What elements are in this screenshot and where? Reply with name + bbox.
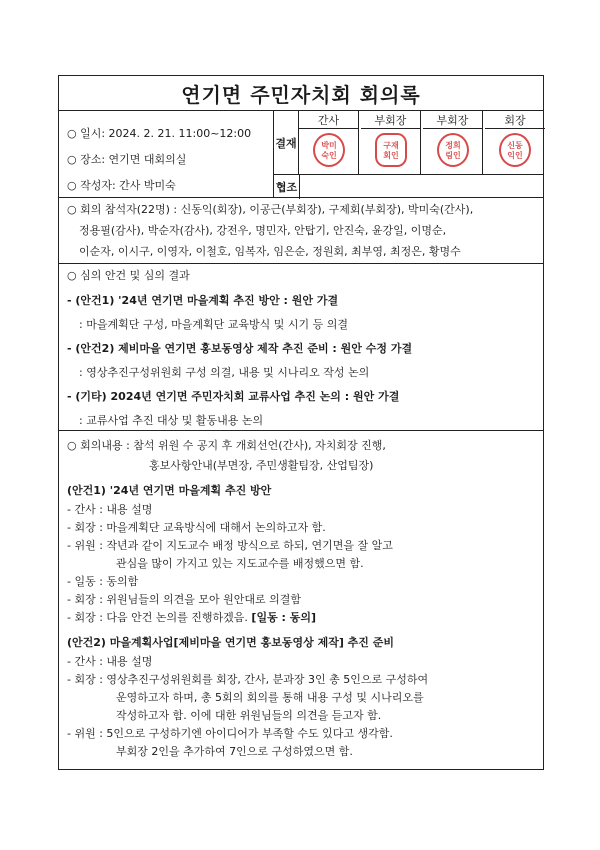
content-line: - 간사 : 내용 설명 bbox=[67, 503, 153, 516]
agenda-section bbox=[59, 264, 543, 431]
content-line: - 회장 : 마을계획단 교육방식에 대해서 논의하고자 함. bbox=[67, 521, 326, 534]
approval-col-vice-1 bbox=[361, 111, 421, 174]
agenda-item-title: - (안건1) '24년 연기면 마을계획 추진 방안 : 원안 가결 bbox=[67, 294, 339, 307]
meeting-content-section bbox=[59, 431, 543, 771]
approval-col-secretary bbox=[299, 111, 359, 174]
approval-role: 회장 bbox=[485, 111, 545, 129]
content-line: - 위원 : 작년과 같이 지도교수 배정 방식으로 하되, 연기면을 잘 알고 bbox=[67, 539, 393, 552]
agenda-item-title: - (안건2) 제비마을 연기면 홍보동영상 제작 추진 준비 : 원안 수정 가결 bbox=[67, 342, 413, 355]
approval-col-vice-2 bbox=[423, 111, 483, 174]
seal-stamp-icon: 박미 숙인 bbox=[313, 133, 345, 167]
agenda-item-title: - (기타) 2024년 연기면 주민자치회 교류사업 추진 논의 : 원안 가결 bbox=[67, 390, 400, 403]
attendees-section bbox=[59, 198, 543, 264]
agenda-item-detail: : 마을계획단 구성, 마을계획단 교육방식 및 시기 등 의결 bbox=[79, 318, 348, 331]
content-line: 작성하고자 함. 이에 대한 위원님들의 의견을 듣고자 함. bbox=[116, 709, 382, 722]
document-title: 연기면 주민자치회 회의록 bbox=[59, 76, 543, 111]
content-line: - 일동 : 동의함 bbox=[67, 575, 139, 588]
meeting-date: ○ 일시: 2024. 2. 21. 11:00~12:00 bbox=[67, 127, 252, 140]
approval-col-chair bbox=[485, 111, 545, 174]
content-line: 관심을 많이 가지고 있는 지도교수를 배정했으면 함. bbox=[116, 557, 364, 570]
seal-stamp-icon: 정희 림인 bbox=[437, 133, 469, 167]
seal-stamp-icon: 구재 회인 bbox=[375, 133, 407, 167]
consent-note: [일동 : 동의] bbox=[251, 611, 317, 624]
section-title: (안건2) 마을계획사업[제비마을 연기면 홍보동영상 제작] 추진 준비 bbox=[67, 636, 395, 649]
approval-role: 부회장 bbox=[361, 111, 420, 129]
attendees-line: 정용필(감사), 박순자(감사), 강전우, 명민자, 안탑기, 안진숙, 윤강일, 이명순, bbox=[79, 224, 447, 237]
meeting-info bbox=[59, 111, 274, 197]
content-line: - 위원 : 5인으로 구성하기엔 아이디어가 부족할 수도 있다고 생각함. bbox=[67, 727, 393, 740]
agenda-header: ○ 심의 안건 및 심의 결과 bbox=[67, 269, 190, 282]
content-line: - 회장 : 영상추진구성위원회를 회장, 간사, 분과장 3인 총 5인으로 구성하여 bbox=[67, 673, 429, 686]
content-line: - 회장 : 위원님들의 의견을 모아 원안대로 의결함 bbox=[67, 593, 302, 606]
content-line: - 간사 : 내용 설명 bbox=[67, 655, 153, 668]
meeting-place: ○ 장소: 연기면 대회의실 bbox=[67, 153, 187, 166]
content-line: 운영하고자 하며, 총 5회의 회의를 통해 내용 구성 및 시나리오를 bbox=[116, 691, 424, 704]
minutes-document bbox=[58, 75, 544, 770]
content-intro: ○ 회의내용 : 참석 위원 수 공지 후 개회선언(간사), 자치회장 진행, bbox=[67, 439, 386, 452]
cooperation-label: 협조 bbox=[274, 175, 300, 199]
content-intro: 홍보사항안내(부면장, 주민생활팀장, 산업팀장) bbox=[149, 459, 374, 472]
agenda-item-detail: : 영상추진구성위원회 구성 의결, 내용 및 시나리오 작성 논의 bbox=[79, 366, 370, 379]
cooperation-row bbox=[274, 174, 543, 199]
meeting-writer: ○ 작성자: 간사 박미숙 bbox=[67, 179, 176, 192]
content-line: - 회장 : 다음 안건 논의를 진행하겠음. [일동 : 동의] bbox=[67, 611, 317, 624]
meeting-info-section bbox=[59, 111, 543, 198]
attendees-line: 이순자, 이시구, 이영자, 이철호, 임복자, 임은순, 정원회, 최부영, 최정은, 황명수 bbox=[79, 245, 461, 258]
content-line: 부회장 2인을 추가하여 7인으로 구성하였으면 함. bbox=[116, 745, 353, 758]
approval-role: 부회장 bbox=[423, 111, 482, 129]
approval-label: 결재 bbox=[274, 111, 299, 174]
approval-role: 간사 bbox=[299, 111, 358, 129]
seal-stamp-icon: 신동 익인 bbox=[499, 133, 531, 167]
attendees-line: ○ 회의 참석자(22명) : 신동익(회장), 이공근(부회장), 구제회(부회장), 박미숙(간사), bbox=[67, 203, 474, 216]
agenda-item-detail: : 교류사업 추진 대상 및 활동내용 논의 bbox=[79, 414, 264, 427]
section-title: (안건1) '24년 연기면 마을계획 추진 방안 bbox=[67, 484, 272, 497]
approval-table bbox=[274, 111, 543, 197]
